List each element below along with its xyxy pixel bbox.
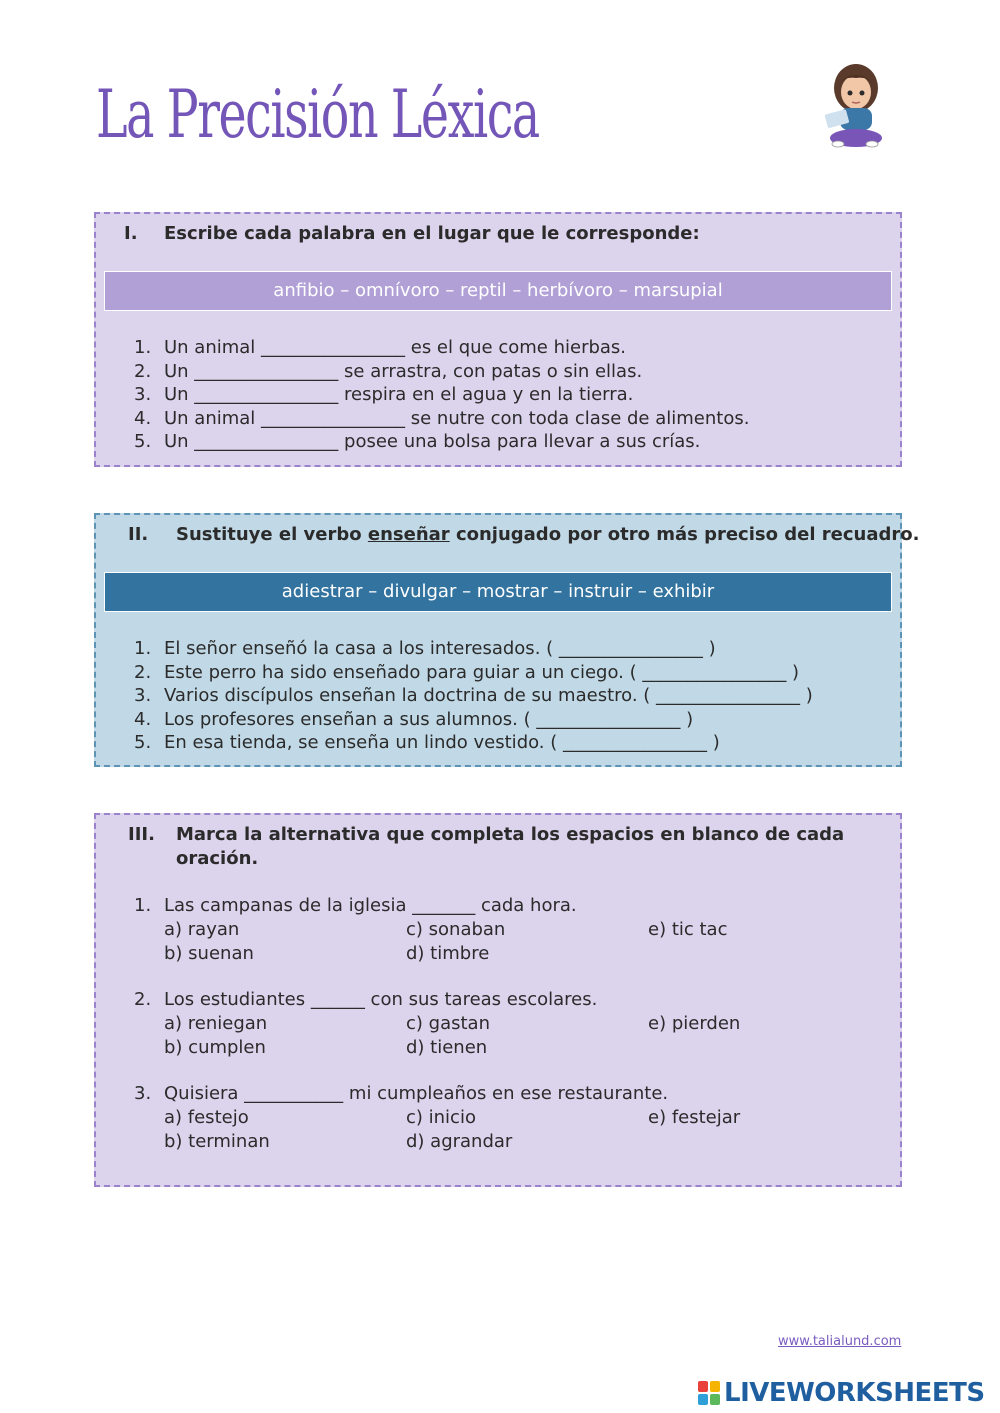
option-b[interactable]: b) cumplen <box>164 1037 266 1058</box>
item-text: Varios discípulos enseñan la doctrina de su maestro. ( ________________ ) <box>164 685 813 706</box>
option-b[interactable]: b) suenan <box>164 943 254 964</box>
item-number: 3. <box>134 384 152 405</box>
list-item[interactable] <box>134 360 749 384</box>
section-3-instruction-line-1: Marca la alternativa que completa los espacios en blanco de cada <box>176 824 845 845</box>
option-a[interactable]: a) reniegan <box>164 1013 268 1034</box>
option-c[interactable]: c) sonaban <box>406 919 506 940</box>
item-text: Un ________________ se arrastra, con patas o sin ellas. <box>164 360 643 382</box>
section-1-list <box>134 336 749 454</box>
item-number: 4. <box>134 407 152 429</box>
list-item[interactable] <box>134 731 813 755</box>
section-1-word-bank: anfibio – omnívoro – reptil – herbívoro – marsupial <box>104 271 892 311</box>
section-3-instruction-line-2: oración. <box>176 848 259 869</box>
liveworksheets-wordmark: LIVEWORKSHEETS <box>724 1378 985 1408</box>
instruction-text: conjugado por otro más preciso del recuadro. <box>449 524 920 545</box>
question-stem: Las campanas de la iglesia _______ cada hora. <box>164 895 577 916</box>
list-item[interactable] <box>134 383 749 407</box>
page-title: La Precisión Léxica <box>96 76 539 153</box>
item-number: 1. <box>134 337 152 358</box>
option-c[interactable]: c) gastan <box>406 1013 490 1034</box>
item-text: El señor enseñó la casa a los interesados. ( ________________ ) <box>164 638 716 659</box>
liveworksheets-logo-icon <box>698 1381 720 1405</box>
question-stem: Quisiera ___________ mi cumpleaños en ese restaurante. <box>164 1083 669 1104</box>
option-c[interactable]: c) inicio <box>406 1107 476 1128</box>
liveworksheets-brand[interactable] <box>698 1378 985 1408</box>
option-e[interactable]: e) tic tac <box>648 919 728 940</box>
item-number: 3. <box>134 685 152 706</box>
author-website-link[interactable]: www.talialund.com <box>778 1334 902 1349</box>
instruction-text: Sustituye el verbo <box>176 524 368 545</box>
option-e[interactable]: e) festejar <box>648 1107 741 1128</box>
list-item[interactable] <box>134 336 749 360</box>
item-text: Un animal ________________ es el que come hierbas. <box>164 337 627 358</box>
girl-reading-illustration <box>816 62 896 154</box>
option-d[interactable]: d) tienen <box>406 1037 488 1058</box>
list-item[interactable] <box>134 661 813 685</box>
section-1-vocabulary <box>94 212 902 467</box>
option-d[interactable]: d) timbre <box>406 943 490 964</box>
section-2-list <box>134 637 813 755</box>
item-text: Un ________________ respira en el agua y en la tierra. <box>164 384 634 405</box>
section-1-number: I. <box>124 223 138 244</box>
option-b[interactable]: b) terminan <box>164 1131 270 1152</box>
item-number: 1. <box>134 638 152 659</box>
section-3-number: III. <box>128 824 155 845</box>
item-text: Un ________________ posee una bolsa para llevar a sus crías. <box>164 431 701 452</box>
section-1-instruction: Escribe cada palabra en el lugar que le corresponde: <box>164 223 700 244</box>
section-2-number: II. <box>128 524 149 545</box>
list-item[interactable] <box>134 708 813 732</box>
question-3 <box>134 1082 741 1154</box>
question-stem: Los estudiantes ______ con sus tareas escolares. <box>164 989 598 1010</box>
list-item[interactable] <box>134 407 749 431</box>
list-item[interactable] <box>134 684 813 708</box>
item-number: 2. <box>134 661 152 683</box>
section-2-word-bank: adiestrar – divulgar – mostrar – instruir – exhibir <box>104 572 892 612</box>
list-item[interactable] <box>134 430 749 454</box>
question-number: 3. <box>134 1083 152 1104</box>
item-text: Los profesores enseñan a sus alumnos. ( ________________ ) <box>164 708 694 730</box>
item-number: 5. <box>134 431 152 452</box>
option-a[interactable]: a) festejo <box>164 1107 249 1128</box>
section-2-verbs <box>94 513 920 767</box>
underlined-verb: enseñar <box>367 524 450 545</box>
item-text: Este perro ha sido enseñado para guiar a un ciego. ( ________________ ) <box>164 661 800 683</box>
item-text: En esa tienda, se enseña un lindo vestido. ( ________________ ) <box>164 732 720 753</box>
item-number: 5. <box>134 732 152 753</box>
question-2 <box>134 988 741 1060</box>
item-text: Un animal ________________ se nutre con toda clase de alimentos. <box>164 407 750 429</box>
option-e[interactable]: e) pierden <box>648 1013 741 1034</box>
list-item[interactable] <box>134 637 813 661</box>
option-a[interactable]: a) rayan <box>164 919 240 940</box>
question-number: 2. <box>134 989 152 1010</box>
question-1 <box>134 894 728 966</box>
item-number: 4. <box>134 708 152 730</box>
item-number: 2. <box>134 360 152 382</box>
section-3-multiple-choice <box>94 813 902 1187</box>
question-number: 1. <box>134 895 152 916</box>
option-d[interactable]: d) agrandar <box>406 1131 513 1152</box>
section-2-instruction <box>176 523 919 547</box>
